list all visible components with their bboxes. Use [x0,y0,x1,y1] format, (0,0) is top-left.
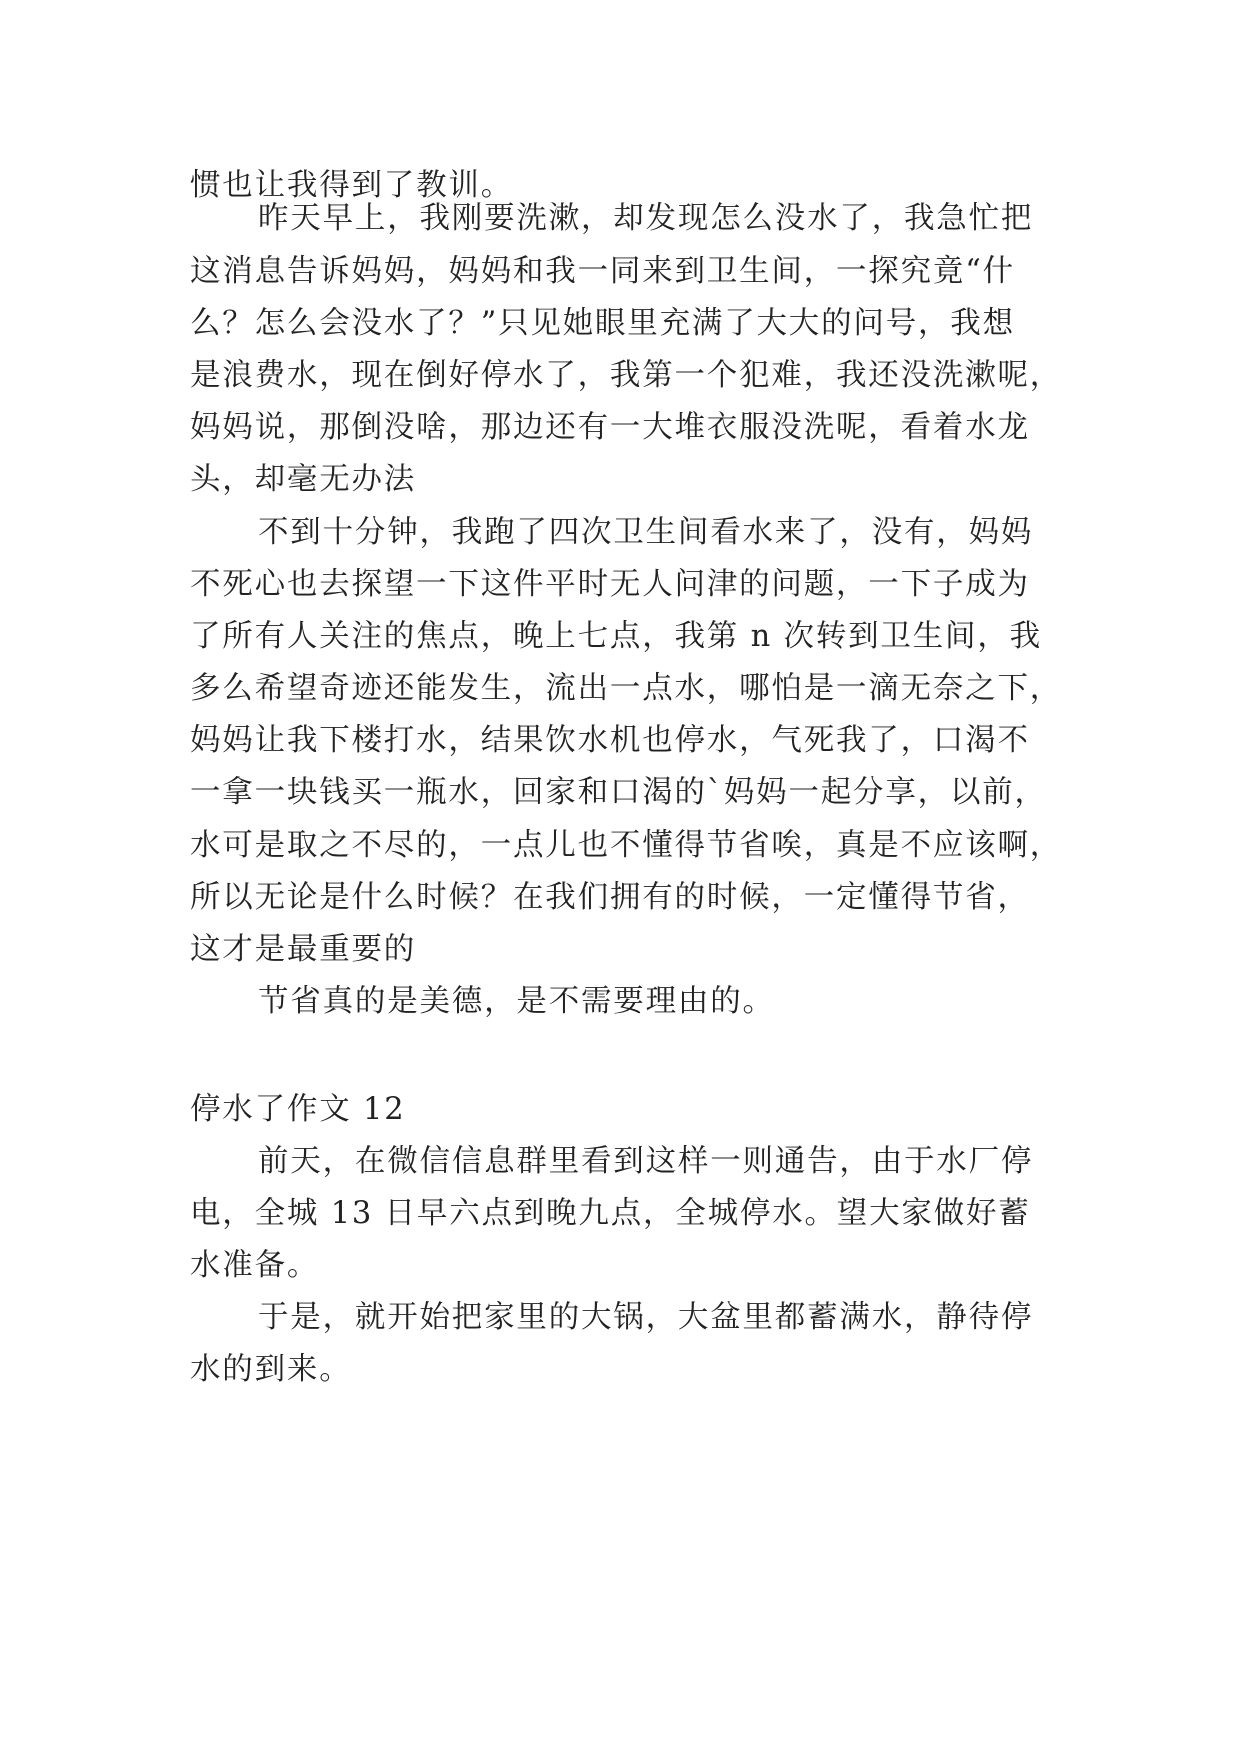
paragraph-first-line: 前天，在微信信息群里看到这样一则通告，由于水厂停 [258,1144,1034,1179]
text-line: 水准备。 [190,1248,320,1283]
paragraph-first-line: 昨天早上，我刚要洗漱，却发现怎么没水了，我急忙把 [258,201,1034,236]
text-line: 头，却毫无办法 [190,462,417,497]
text-line: 惯也让我得到了教训。 [190,168,513,203]
paragraph-first-line: 不到十分钟，我跑了四次卫生间看水来了，没有，妈妈 [258,515,1034,550]
paragraph-first-line: 于是，就开始把家里的大锅，大盆里都蓄满水，静待停 [258,1300,1034,1335]
text-line: 电，全城 13 日早六点到晚九点，全城停水。望大家做好蓄 [190,1196,1031,1231]
text-line: 不死心也去探望一下这件平时无人问津的问题，一下子成为 [190,567,1030,602]
text-line: 水的到来。 [190,1352,352,1387]
text-line: 妈妈让我下楼打水，结果饮水机也停水，气死我了，口渴不 [190,723,1030,758]
text-line: 了所有人关注的焦点，晚上七点，我第 n 次转到卫生间，我 [190,619,1042,654]
text-line: 妈妈说，那倒没啥，那边还有一大堆衣服没洗呢，看着水龙 [190,410,1030,445]
text-line: 多么希望奇迹还能发生，流出一点水，哪怕是一滴无奈之下， [190,671,1063,706]
text-line: 所以无论是什么时候？在我们拥有的时候，一定懂得节省， [190,880,1030,915]
section-heading: 停水了作文 12 [190,1092,406,1127]
text-line: 水可是取之不尽的，一点儿也不懂得节省唉，真是不应该啊， [190,828,1063,863]
paragraph-first-line: 节省真的是美德，是不需要理由的。 [258,984,775,1019]
text-line: 一拿一块钱买一瓶水，回家和口渴的`妈妈一起分享，以前， [190,775,1047,810]
text-line: 这消息告诉妈妈，妈妈和我一同来到卫生间，一探究竟“什 [190,254,1015,289]
text-line: 是浪费水，现在倒好停水了，我第一个犯难，我还没洗漱呢， [190,358,1063,393]
text-line: 这才是最重要的 [190,932,417,967]
text-line: 么？怎么会没水了？”只见她眼里充满了大大的问号，我想 [190,306,1015,341]
